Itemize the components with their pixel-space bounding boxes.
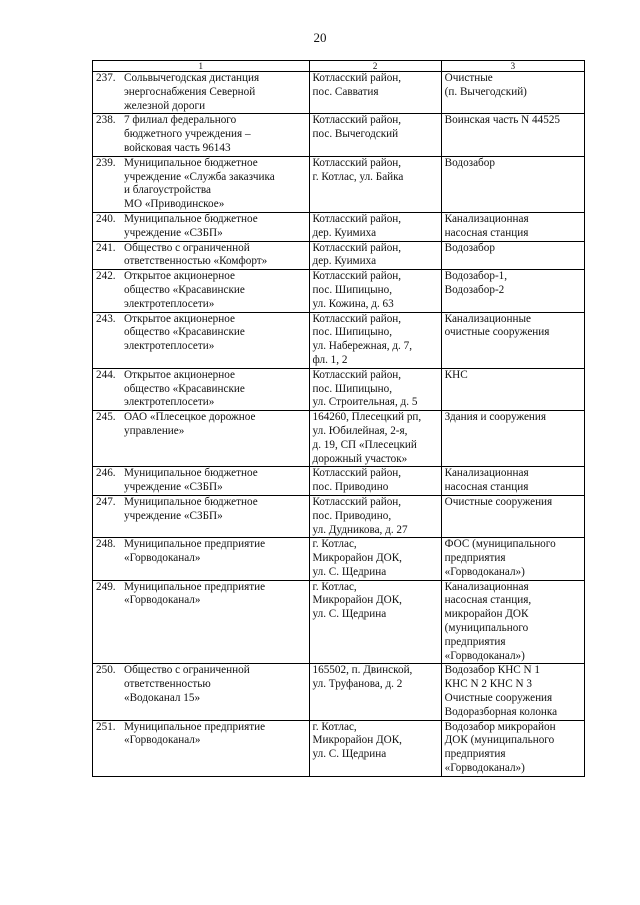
table-row (93, 270, 585, 312)
table-row (93, 368, 585, 410)
organization-name: Сольвычегодская дистанция энергоснабжения Северной железной дороги (124, 72, 260, 112)
facility-cell: ФОС (муниципального предприятия «Горводоканал») (441, 538, 584, 580)
organization-name: Муниципальное бюджетное учреждение «СЗБП» (124, 495, 258, 522)
registry-table-body (93, 61, 585, 777)
organization-name: Муниципальное предприятие «Горводоканал» (124, 580, 266, 607)
address-cell: Котласский район, дер. Куимиха (309, 241, 441, 270)
organization-cell (93, 467, 310, 496)
organization-cell (93, 580, 310, 664)
table-row (93, 212, 585, 241)
row-number: 237. (96, 72, 116, 84)
address-cell: Котласский район, пос. Савватия (309, 72, 441, 114)
organization-name: ОАО «Плесецкое дорожное управление» (124, 411, 256, 437)
organization-name: Открытое акционерное общество «Красавинские электротеплосети» (124, 270, 245, 310)
organization-cell-content (96, 721, 306, 749)
organization-cell-content (96, 313, 306, 354)
address-cell: 164260, Плесецкий рп, ул. Юбилейная, 2-я, д. 19, СП «Плесецкий дорожный участок» (309, 411, 441, 467)
table-row (93, 411, 585, 467)
organization-cell-content (96, 538, 306, 566)
organization-name: Открытое акционерное общество «Красавинские электротеплосети» (124, 312, 245, 353)
row-number: 247. (96, 495, 116, 508)
column-header-3: 3 (441, 61, 584, 72)
column-header-1: 1 (93, 61, 310, 72)
facility-cell: Водозабор-1, Водозабор-2 (441, 270, 584, 312)
organization-name: Муниципальное бюджетное учреждение «СЗБП» (124, 212, 258, 239)
organization-name: Общество с ограниченной ответственностью «Водоканал 15» (124, 664, 250, 705)
organization-cell (93, 368, 310, 410)
facility-cell: Канализационная насосная станция (441, 212, 584, 241)
facility-cell: Канализационная насосная станция (441, 467, 584, 496)
address-cell: г. Котлас, Микрорайон ДОК, ул. С. Щедрина (309, 538, 441, 580)
table-row (93, 312, 585, 368)
facility-cell: Очистные (п. Вычегодский) (441, 72, 584, 114)
organization-cell-content (96, 270, 306, 311)
organization-cell (93, 270, 310, 312)
address-cell: Котласский район, пос. Приводино (309, 467, 441, 496)
table-row (93, 580, 585, 664)
table-row (93, 538, 585, 580)
organization-name: Муниципальное предприятие «Горводоканал» (124, 538, 266, 565)
table-row (93, 241, 585, 270)
organization-cell-content (96, 369, 306, 410)
address-cell: г. Котлас, Микрорайон ДОК, ул. С. Щедрина (309, 580, 441, 664)
organization-cell (93, 156, 310, 212)
row-number: 243. (96, 312, 116, 325)
organization-cell (93, 720, 310, 776)
organization-cell (93, 241, 310, 270)
facility-cell: Здания и сооружения (441, 411, 584, 467)
organization-cell-content (96, 72, 306, 113)
organization-cell-content (96, 157, 306, 212)
address-cell: Котласский район, пос. Шипицыно, ул. Строительная, д. 5 (309, 368, 441, 410)
facility-cell: Водозабор КНС N 1 КНС N 2 КНС N 3 Очистные сооружения Водоразборная колонка (441, 664, 584, 720)
facility-cell: Очистные сооружения (441, 495, 584, 537)
address-cell: Котласский район, пос. Шипицыно, ул. Набережная, д. 7, фл. 1, 2 (309, 312, 441, 368)
row-number: 245. (96, 411, 116, 424)
organization-name: Муниципальное бюджетное учреждение «Служба заказчика и благоустройства МО «Приводинское» (124, 156, 275, 211)
facility-cell: Канализационные очистные сооружения (441, 312, 584, 368)
row-number: 241. (96, 241, 116, 254)
address-cell: Котласский район, пос. Приводино, ул. Дудникова, д. 27 (309, 495, 441, 537)
address-cell: Котласский район, г. Котлас, ул. Байка (309, 156, 441, 212)
facility-cell: Водозабор микрорайон ДОК (муниципального предприятия «Горводоканал») (441, 720, 584, 776)
facility-cell: Водозабор (441, 241, 584, 270)
table-row (93, 72, 585, 114)
address-cell: Котласский район, пос. Шипицыно, ул. Кожина, д. 63 (309, 270, 441, 312)
row-number: 244. (96, 368, 116, 381)
organization-cell-content (96, 664, 306, 705)
column-header-2: 2 (309, 61, 441, 72)
row-number: 248. (96, 538, 116, 551)
row-number: 246. (96, 467, 116, 480)
organization-cell (93, 411, 310, 467)
table-row (93, 156, 585, 212)
row-number: 242. (96, 270, 116, 283)
table-row (93, 114, 585, 156)
registry-table (92, 60, 585, 777)
organization-cell-content (96, 114, 306, 155)
row-number: 251. (96, 720, 116, 733)
facility-cell: Канализационная насосная станция, микрорайон ДОК (муниципального предприятия «Горводоканал») (441, 580, 584, 664)
organization-cell-content (96, 496, 306, 524)
organization-cell (93, 538, 310, 580)
organization-cell-content (96, 581, 306, 609)
facility-cell: Воинская часть N 44525 (441, 114, 584, 156)
organization-name: 7 филиал федерального бюджетного учреждения – войсковая часть 96143 (124, 114, 251, 154)
address-cell: г. Котлас, Микрорайон ДОК, ул. С. Щедрина (309, 720, 441, 776)
organization-cell-content (96, 411, 306, 439)
organization-cell-content (96, 242, 306, 270)
address-cell: Котласский район, дер. Куимиха (309, 212, 441, 241)
table-row (93, 664, 585, 720)
row-number: 250. (96, 664, 116, 677)
table-header-row (93, 61, 585, 72)
organization-cell-content (96, 213, 306, 241)
organization-name: Общество с ограниченной ответственностью «Комфорт» (124, 241, 268, 268)
organization-cell (93, 114, 310, 156)
facility-cell: КНС (441, 368, 584, 410)
table-row (93, 467, 585, 496)
address-cell: 165502, п. Двинской, ул. Труфанова, д. 2 (309, 664, 441, 720)
organization-cell (93, 664, 310, 720)
table-row (93, 495, 585, 537)
address-cell: Котласский район, пос. Вычегодский (309, 114, 441, 156)
organization-name: Муниципальное бюджетное учреждение «СЗБП» (124, 467, 258, 494)
organization-cell (93, 312, 310, 368)
row-number: 240. (96, 212, 116, 225)
row-number: 239. (96, 156, 116, 169)
row-number: 249. (96, 580, 116, 593)
table-row (93, 720, 585, 776)
organization-name: Муниципальное предприятие «Горводоканал» (124, 720, 266, 747)
row-number: 238. (96, 114, 116, 127)
organization-name: Открытое акционерное общество «Красавинские электротеплосети» (124, 368, 245, 409)
facility-cell: Водозабор (441, 156, 584, 212)
organization-cell-content (96, 467, 306, 495)
organization-cell (93, 212, 310, 241)
page-number: 20 (313, 30, 327, 45)
organization-cell (93, 495, 310, 537)
organization-cell (93, 72, 310, 114)
